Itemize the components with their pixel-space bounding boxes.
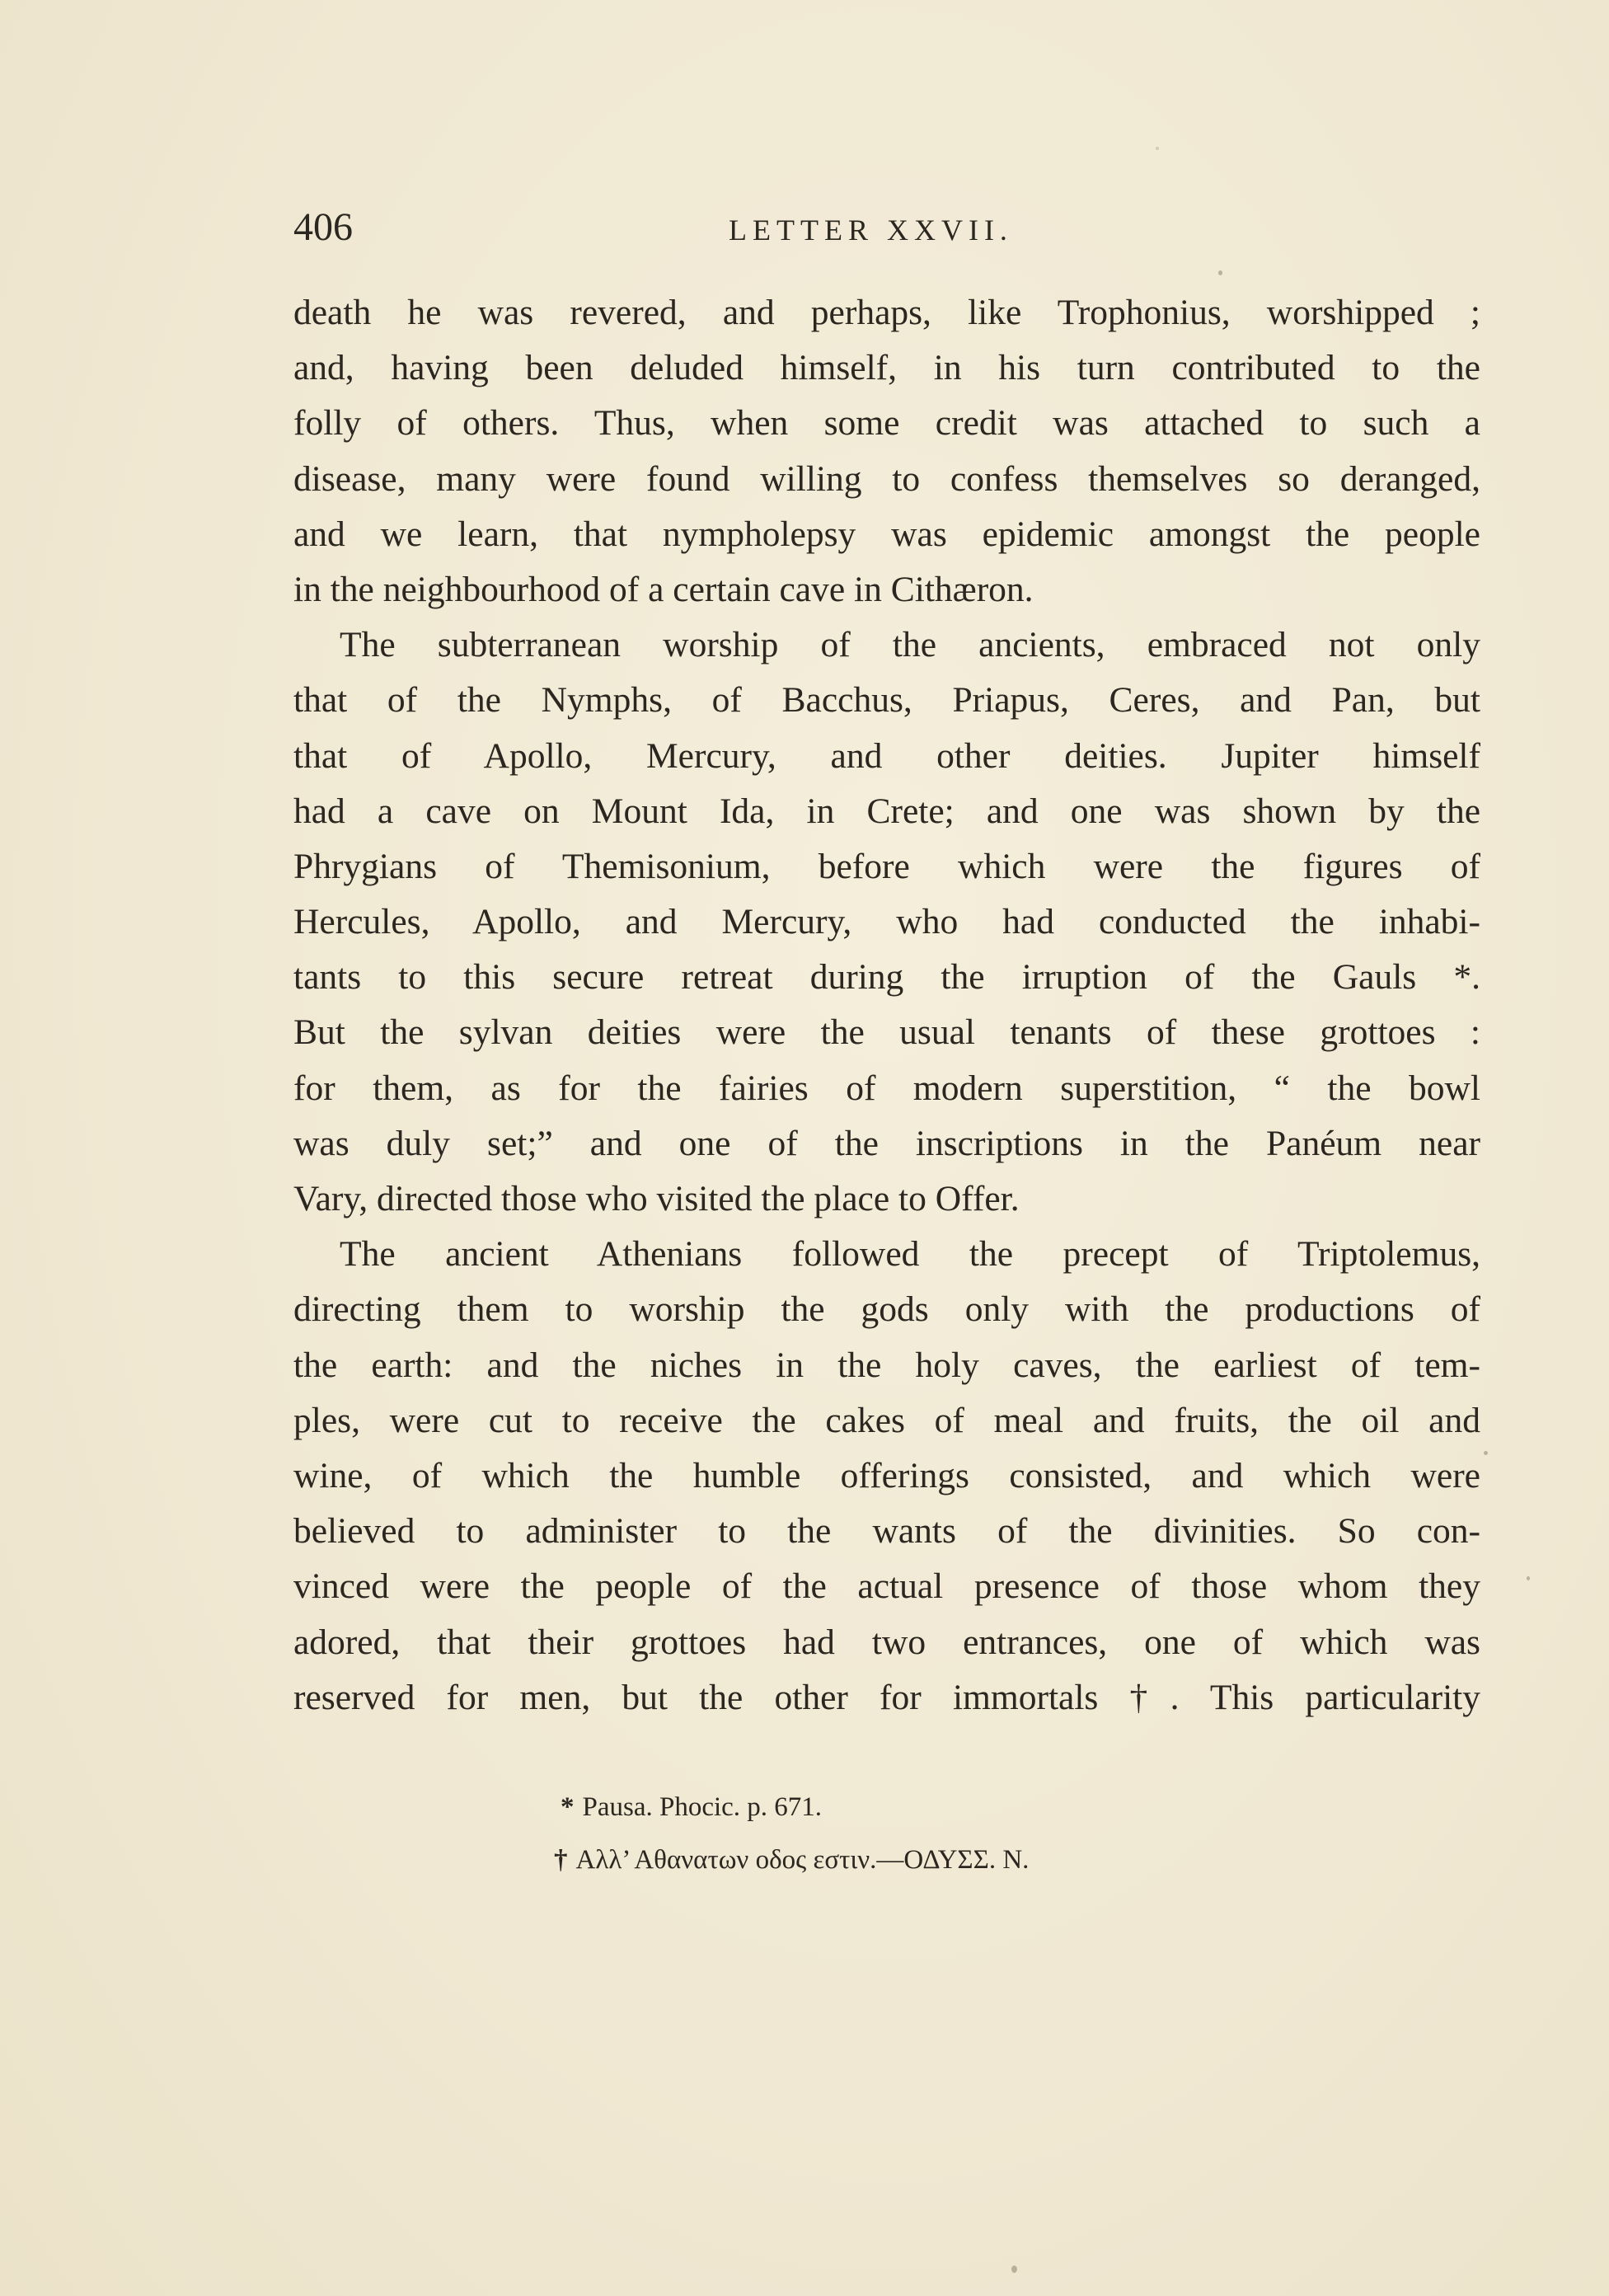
text-line: The ancient Athenians followed the precept of Triptolemus, [340, 1234, 1480, 1275]
text-line: Hercules, Apollo, and Mercury, who had conducted the inhabi- [293, 902, 1480, 942]
text-line: was duly set;” and one of the inscriptions in the Panéum near [293, 1123, 1480, 1163]
text-line: had a cave on Mount Ida, in Crete; and one was shown by the [293, 791, 1480, 831]
text-line: the earth: and the niches in the holy caves, the earliest of tem- [293, 1345, 1480, 1385]
text-line: disease, many were found willing to confess themselves so deranged, [293, 458, 1480, 499]
text-line: death he was revered, and perhaps, like Trophonius, worshipped ; [293, 293, 1480, 332]
text-line: ples, were cut to receive the cakes of meal and fruits, the oil and [293, 1400, 1480, 1440]
paper-speck [1218, 270, 1222, 275]
footnote [554, 1834, 1467, 1886]
footnote [561, 1781, 1467, 1834]
text-line: that of the Nymphs, of Bacchus, Priapus, Ceres, and Pan, but [293, 680, 1480, 721]
footnote-mark: † [554, 1845, 568, 1875]
text-line: Vary, directed those who visited the place to Offer. [293, 1179, 1020, 1218]
text-line: wine, of which the humble offerings consisted, and which were [293, 1455, 1480, 1495]
text-line: adored, that their grottoes had two entrances, one of which was [293, 1622, 1480, 1662]
page-header [293, 196, 1480, 254]
text-line: vinced were the people of the actual presence of those whom they [293, 1566, 1480, 1607]
footnote-text: Αλλ’ Αθανατων οδος εστιν.—ΟΔΥΣΣ. Ν. [575, 1845, 1030, 1875]
text-line: tants to this secure retreat during the irruption of the Gauls *. [293, 957, 1480, 998]
text-line: reserved for men, but the other for immortals †. This particularity [293, 1677, 1480, 1717]
footnotes [554, 1781, 1467, 1886]
running-head: LETTER XXVII. [729, 214, 1013, 247]
text-line: for them, as for the fairies of modern superstition, “ the bowl [293, 1068, 1480, 1108]
text-line: in the neighbourhood of a certain cave in Cithæron. [293, 569, 1034, 609]
paper-speck [1527, 1576, 1530, 1580]
footnote-mark: * [561, 1792, 575, 1822]
text-line: and, having been deluded himself, in his turn contributed to the [293, 348, 1480, 388]
page-number: 406 [293, 205, 353, 249]
text-line: and we learn, that nympholepsy was epidemic amongst the people [293, 514, 1480, 554]
paper-speck [1156, 147, 1159, 150]
text-line: directing them to worship the gods only with the productions of [293, 1289, 1480, 1330]
text-line: that of Apollo, Mercury, and other deities. Jupiter himself [293, 735, 1480, 776]
footnote-text: Pausa. Phocic. p. 671. [582, 1792, 823, 1822]
paper-speck [1484, 1451, 1488, 1455]
text-line: But the sylvan deities were the usual tenants of these grottoes : [293, 1012, 1480, 1053]
text-line: Phrygians of Themisonium, before which were the figures of [293, 846, 1480, 886]
text-line: believed to administer to the wants of the divinities. So con- [293, 1511, 1480, 1552]
text-line: The subterranean worship of the ancients, embraced not only [340, 625, 1480, 665]
body-text [293, 285, 1480, 1726]
text-line: folly of others. Thus, when some credit was attached to such a [293, 403, 1480, 444]
paper-speck [1011, 2265, 1017, 2273]
